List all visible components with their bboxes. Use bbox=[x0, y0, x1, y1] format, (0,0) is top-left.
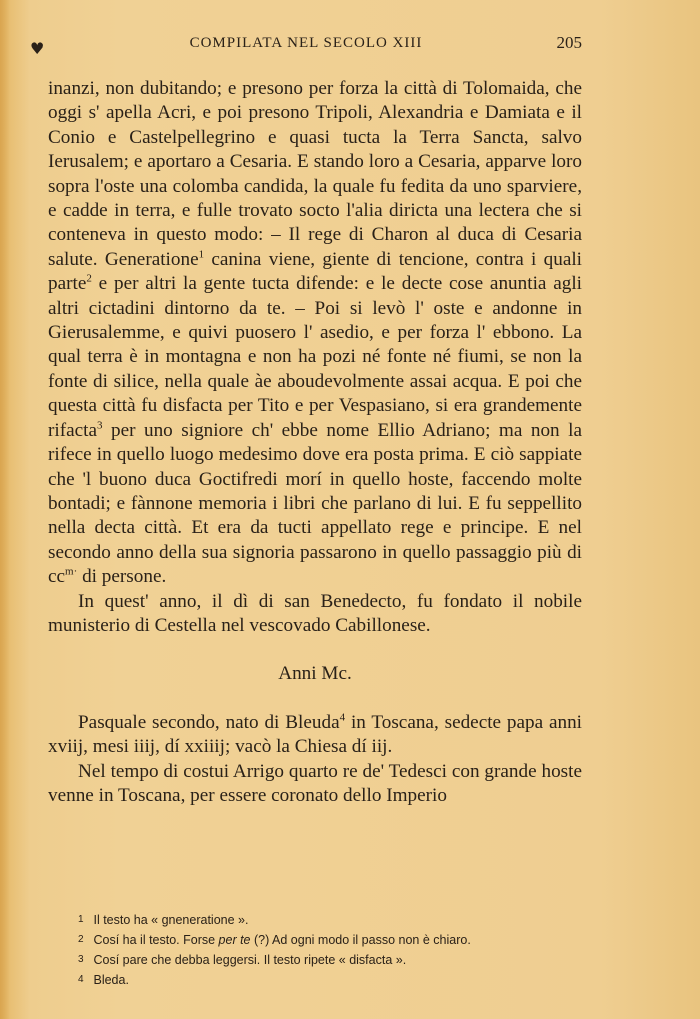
footnote-number: 4 bbox=[78, 974, 84, 985]
footnote-text: Cosí pare che debba leggersi. Il testo ripete « disfacta ». bbox=[93, 953, 407, 967]
footnote-ref-3: 3 bbox=[97, 419, 103, 432]
footnote-italic: per te bbox=[218, 933, 251, 947]
page-edge-shadow bbox=[0, 0, 10, 1019]
footnote-ref-2: 2 bbox=[86, 272, 92, 285]
page-number: 205 bbox=[556, 33, 582, 52]
footnote bbox=[78, 970, 578, 990]
paragraph-2: In quest' anno, il dì di san Benedecto, fu fondato il nobile munisterio di Cestella nel vescovado Cabillonese. bbox=[48, 590, 582, 636]
footnote-ref-1: 1 bbox=[198, 248, 205, 261]
footnote-ref-4: 4 bbox=[339, 711, 346, 724]
footnotes bbox=[78, 910, 578, 990]
main-text bbox=[48, 77, 582, 808]
footnote-text: Cosí ha il testo. Forse bbox=[93, 933, 219, 947]
footnote bbox=[78, 930, 578, 950]
paragraph-3: Pasquale secondo, nato di Bleuda$^4$ in Toscana, sedecte papa anni xviij, mesi iiij, dí xxiiij; vacò la Chiesa dí iij. bbox=[48, 711, 583, 758]
footnote-text: Il testo ha « gneneratione ». bbox=[93, 913, 249, 927]
running-head: COMPILATA NEL SECOLO XIII bbox=[189, 35, 423, 51]
page-header bbox=[30, 33, 582, 61]
footnote bbox=[78, 910, 578, 930]
paragraph-1: inanzi, non dubitando; e presono per forza la città di Tolomaida, che oggi s' apella Acri, e poi presono Tripoli, Alexandria e Damiata e il Conio e Castelpellegrino e quasi tucta la Terra Sancta, salvo Ierusalem; e aportaro a Cesaria. E stando loro a Cesaria, apparve loro sopra l'oste una colomba candida, la quale fu fedita da uno sparviere, e cadde in terra, e fulle trovato socto l'alia diricta una lectera che si conteneva in questo modo: – Il rege di Charon al duca di Cesaria salute. Generatione$^1$ canina viene, giente di tencione, contra i quali parte$^2$ e per altri la gente tucta difende: e le decte cose anuntia agli altri cictadini dintorno da te. – Poi si levò l' oste e andonne in Gierusalemme, e quivi puosero l' asedio, e per forza l' ebbono. La qual terra è in montagna e non ha pozi né fonte né fiumi, se non la fonte di silice, nella quale àe aboudevolmente assai acqua. E poi che questa città fu disfacta per Tito e per Vespasiano, si era grandemente rifacta$^3$ per uno signiore ch' ebbe nome Ellio Adriano; ma non la rifece in quello luogo medesimo dove era posta prima. E ciò sappiate che 'l buono duca Goctifredi morí in quello hoste, faccendo molte bontadi; e fànnone memoria i libri che parlano di lui. E fu seppellito nella decta città. Et era da tucti appellato rege e principe. E nel secondo anno della sua signoria passarono in quello passaggio più di $cc^{m\cdot}$ di persone. bbox=[48, 78, 582, 588]
footnote-text: Bleda. bbox=[93, 973, 129, 987]
paragraph-4: Nel tempo di costui Arrigo quarto re de' Tedesci con grande hoste venne in Toscana, per essere coronato dello Imperio bbox=[48, 760, 582, 806]
footnote bbox=[78, 950, 578, 970]
section-heading: Anni Mc. bbox=[278, 663, 352, 685]
superscript-m: m· bbox=[65, 565, 78, 578]
footnote-number: 1 bbox=[78, 914, 84, 925]
heart-ornament-icon: ♥ bbox=[30, 39, 45, 58]
footnote-text: (?) Ad ogni modo il passo non è chiaro. bbox=[250, 933, 471, 947]
footnote-number: 2 bbox=[78, 934, 84, 945]
footnote-number: 3 bbox=[78, 954, 84, 965]
